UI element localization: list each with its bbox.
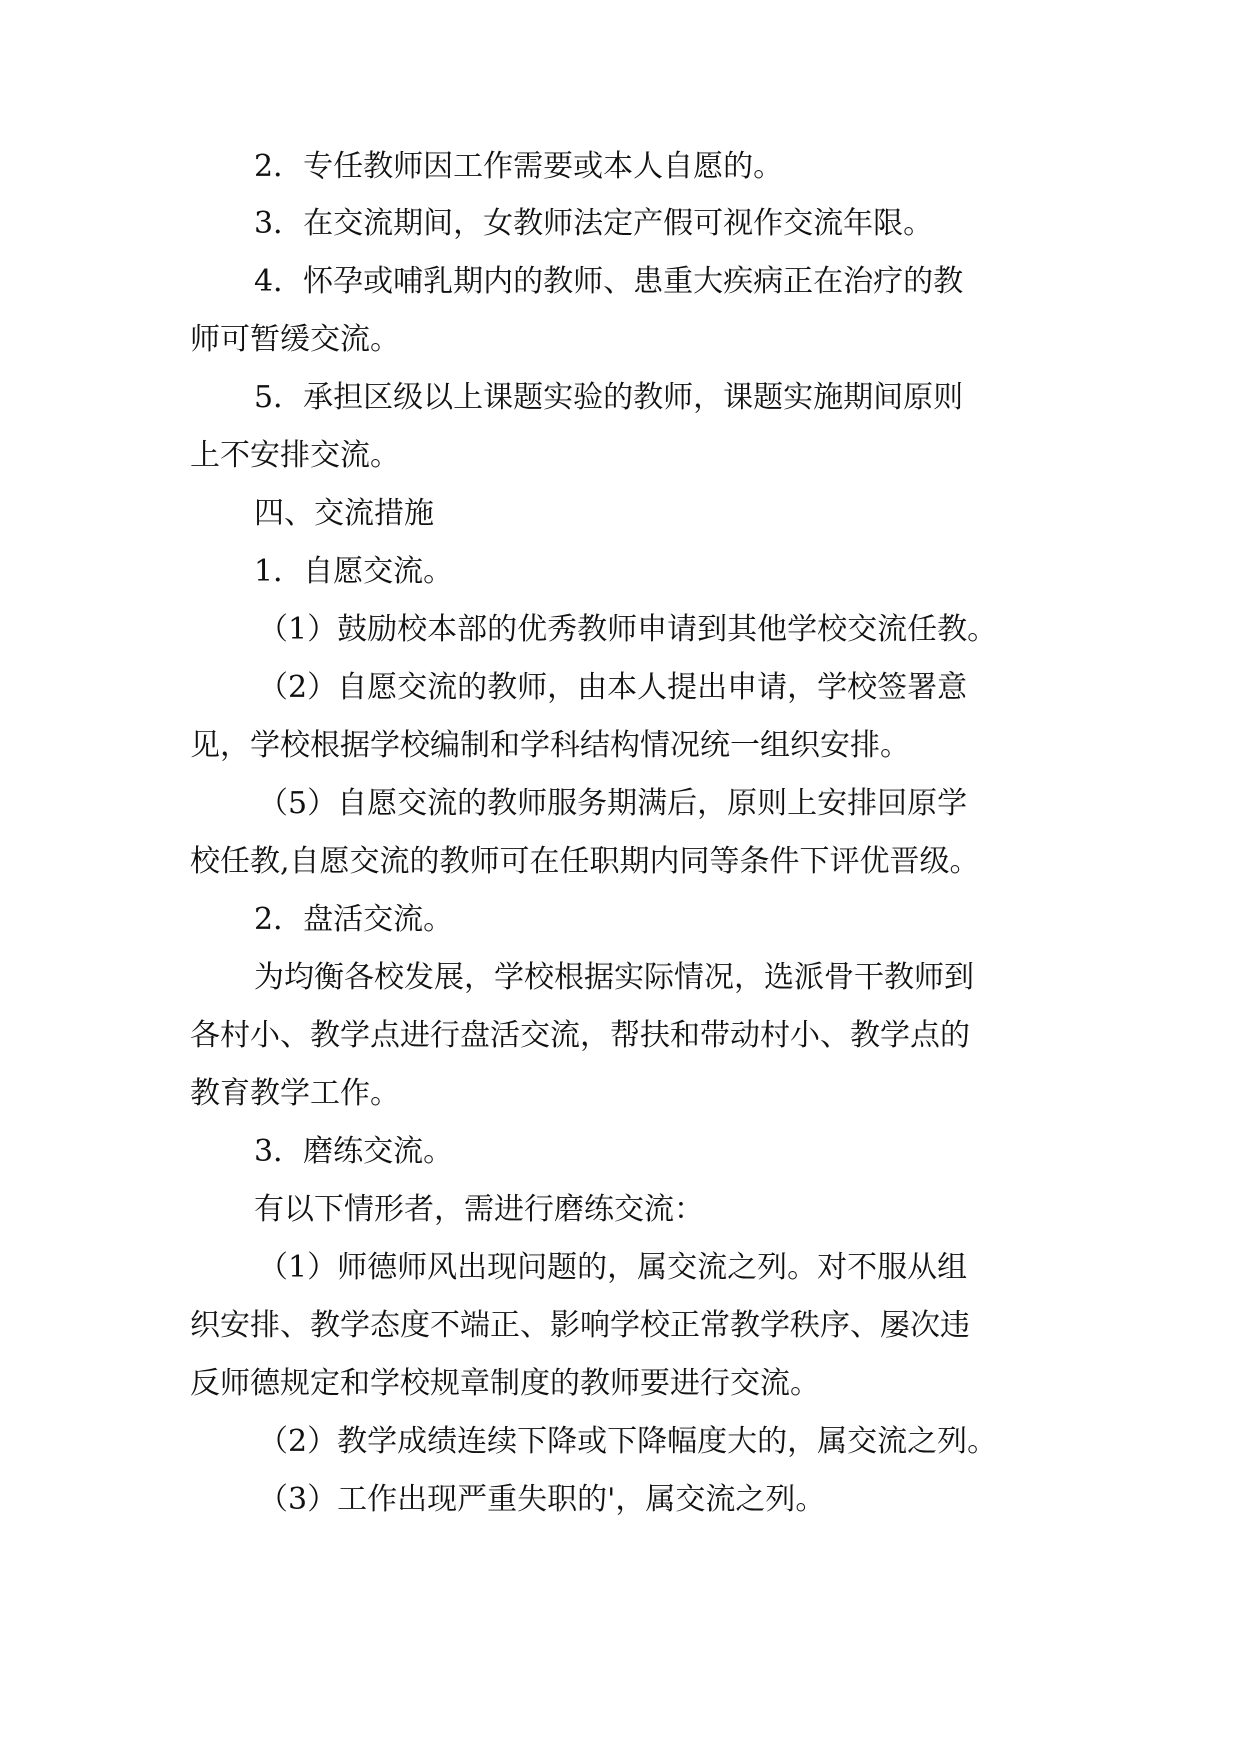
paragraph-line: 上不安排交流。 [190,438,400,473]
paragraph-line: （3）工作出现严重失职的'，属交流之列。 [258,1482,826,1517]
paragraph-line: 校任教,自愿交流的教师可在任职期内同等条件下评优晋级。 [190,844,980,879]
paragraph-line: （1）师德师风出现问题的，属交流之列。对不服从组 [258,1250,968,1285]
paragraph-line: 2．盘活交流。 [254,902,454,937]
paragraph-line: 4．怀孕或哺乳期内的教师、患重大疾病正在治疗的教 [254,264,964,299]
paragraph-line: （1）鼓励校本部的优秀教师申请到其他学校交流任教。 [258,612,998,647]
paragraph-line: 织安排、教学态度不端正、影响学校正常教学秩序、屡次违 [190,1308,970,1343]
paragraph-line: 见，学校根据学校编制和学科结构情况统一组织安排。 [190,728,910,763]
paragraph-line: 2．专任教师因工作需要或本人自愿的。 [254,149,784,184]
paragraph-line: （2）自愿交流的教师，由本人提出申请，学校签署意 [258,670,968,705]
paragraph-line: （2）教学成绩连续下降或下降幅度大的，属交流之列。 [258,1424,998,1459]
paragraph-line: 有以下情形者，需进行磨练交流： [254,1192,704,1227]
paragraph-line: （5）自愿交流的教师服务期满后，原则上安排回原学 [258,786,968,821]
paragraph-line: 1．自愿交流。 [254,554,454,589]
section-heading: 四、交流措施 [254,496,434,531]
paragraph-line: 3．在交流期间，女教师法定产假可视作交流年限。 [254,206,934,241]
paragraph-line: 为均衡各校发展，学校根据实际情况，选派骨干教师到 [254,960,974,995]
paragraph-line: 教育教学工作。 [190,1076,400,1111]
paragraph-line: 反师德规定和学校规章制度的教师要进行交流。 [190,1366,820,1401]
paragraph-line: 各村小、教学点进行盘活交流，帮扶和带动村小、教学点的 [190,1018,970,1053]
paragraph-line: 师可暂缓交流。 [190,322,400,357]
paragraph-line: 5．承担区级以上课题实验的教师，课题实施期间原则 [254,380,964,415]
paragraph-line: 3．磨练交流。 [254,1134,454,1169]
